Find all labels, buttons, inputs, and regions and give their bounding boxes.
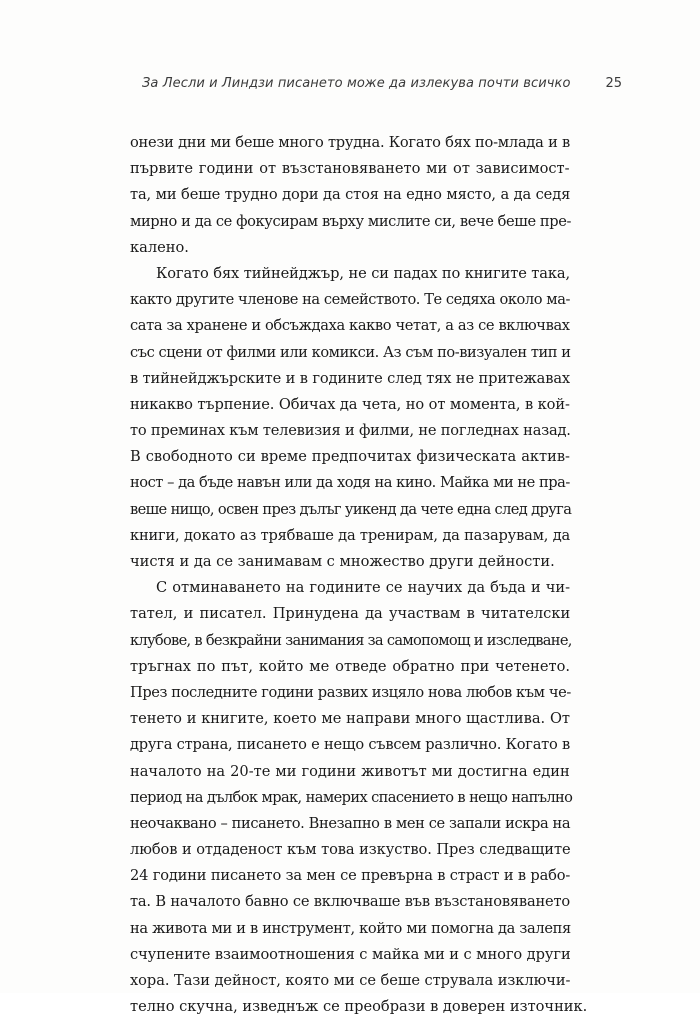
text-line: сата за хранене и обсъждаха какво четат, а аз се включвах [130,317,570,335]
running-header-title: За Лесли и Линдзи писането може да излекува почти всичко [142,76,571,91]
text-line: та, ми беше трудно дори да стоя на едно място, а да седя [130,186,571,204]
text-line: С отминаването на годините се научих да бъда и чи- [156,579,571,597]
text-line: неочаквано – писането. Внезапно в мен се запали искра на [130,814,571,832]
text-line: любов и отдаденост към това изкуство. През следващите [130,841,571,859]
text-line: хора. Тази дейност, която ми се беше струвала изключи- [130,972,571,989]
text-line: 24 години писането за мен се превърна в страст и в рабо- [130,867,571,885]
text-line: на живота ми и в инструмент, който ми помогна да залепя [130,919,571,937]
text-line: период на дълбок мрак, намерих спасението в нещо напълно [130,788,573,806]
text-line: никакво търпение. Обичах да чета, но от момента, в кой- [130,395,570,413]
text-line: счупените взаимоотношения с майка ми и с много други [130,945,571,963]
running-header [132,76,626,98]
text-line: тател, и писател. Принудена да участвам в читателски [130,605,571,623]
text-line: чистя и да се занимавам с множество други дейности. [130,553,555,570]
text-line: тенето и книгите, което ме направи много щастлива. От [130,710,571,728]
text-line: друга страна, писането е нещо съвсем различно. Когато в [130,736,571,754]
text-line: книги, докато аз трябваше да тренирам, да пазарувам, да [130,526,571,544]
text-line: тръгнах по път, който ме отведе обратно при четенето. [130,657,571,675]
text-line: веше нищо, освен през дълъг уикенд да чете една след друга [130,500,572,518]
text-line: Когато бях тийнейджър, не си падах по книгите така, [156,264,571,282]
text-line: в тийнейджърските и в годините след тях не притежавах [130,369,571,387]
text-line: телно скучна, изведнъж се преобрази в доверен източник. [130,998,588,1016]
text-line: През последните години развих изцяло нова любов към че- [130,683,571,701]
text-line: та. В началото бавно се включваше във възстановяването [130,893,570,911]
text-line: началото на 20-те ми години животът ми достигна един [130,762,570,780]
text-line: със сцени от филми или комикси. Аз съм по-визуален тип и [130,343,571,361]
text-line: първите години от възстановяването ми от зависимост- [130,160,570,178]
text-line: В свободното си време предпочитах физическата актив- [130,448,570,466]
text-line: ност – да бъде навън или да ходя на кино. Майка ми не пра- [130,474,570,492]
text-line: клубове, в безкрайни занимания за самопомощ и изследване, [130,631,572,649]
text-line: калено. [130,238,189,256]
page-number: 25 [605,76,622,91]
text-line: то преминах към телевизия и филми, не погледнах назад. [130,422,571,440]
text-line: мирно и да се фокусирам върху мислите си, вече беше пре- [130,212,571,230]
text-line: онези дни ми беше много трудна. Когато бях по-млада и в [130,134,570,151]
text-line: както другите членове на семейството. Те седяха около ма- [130,291,570,309]
body-text [130,130,588,1020]
